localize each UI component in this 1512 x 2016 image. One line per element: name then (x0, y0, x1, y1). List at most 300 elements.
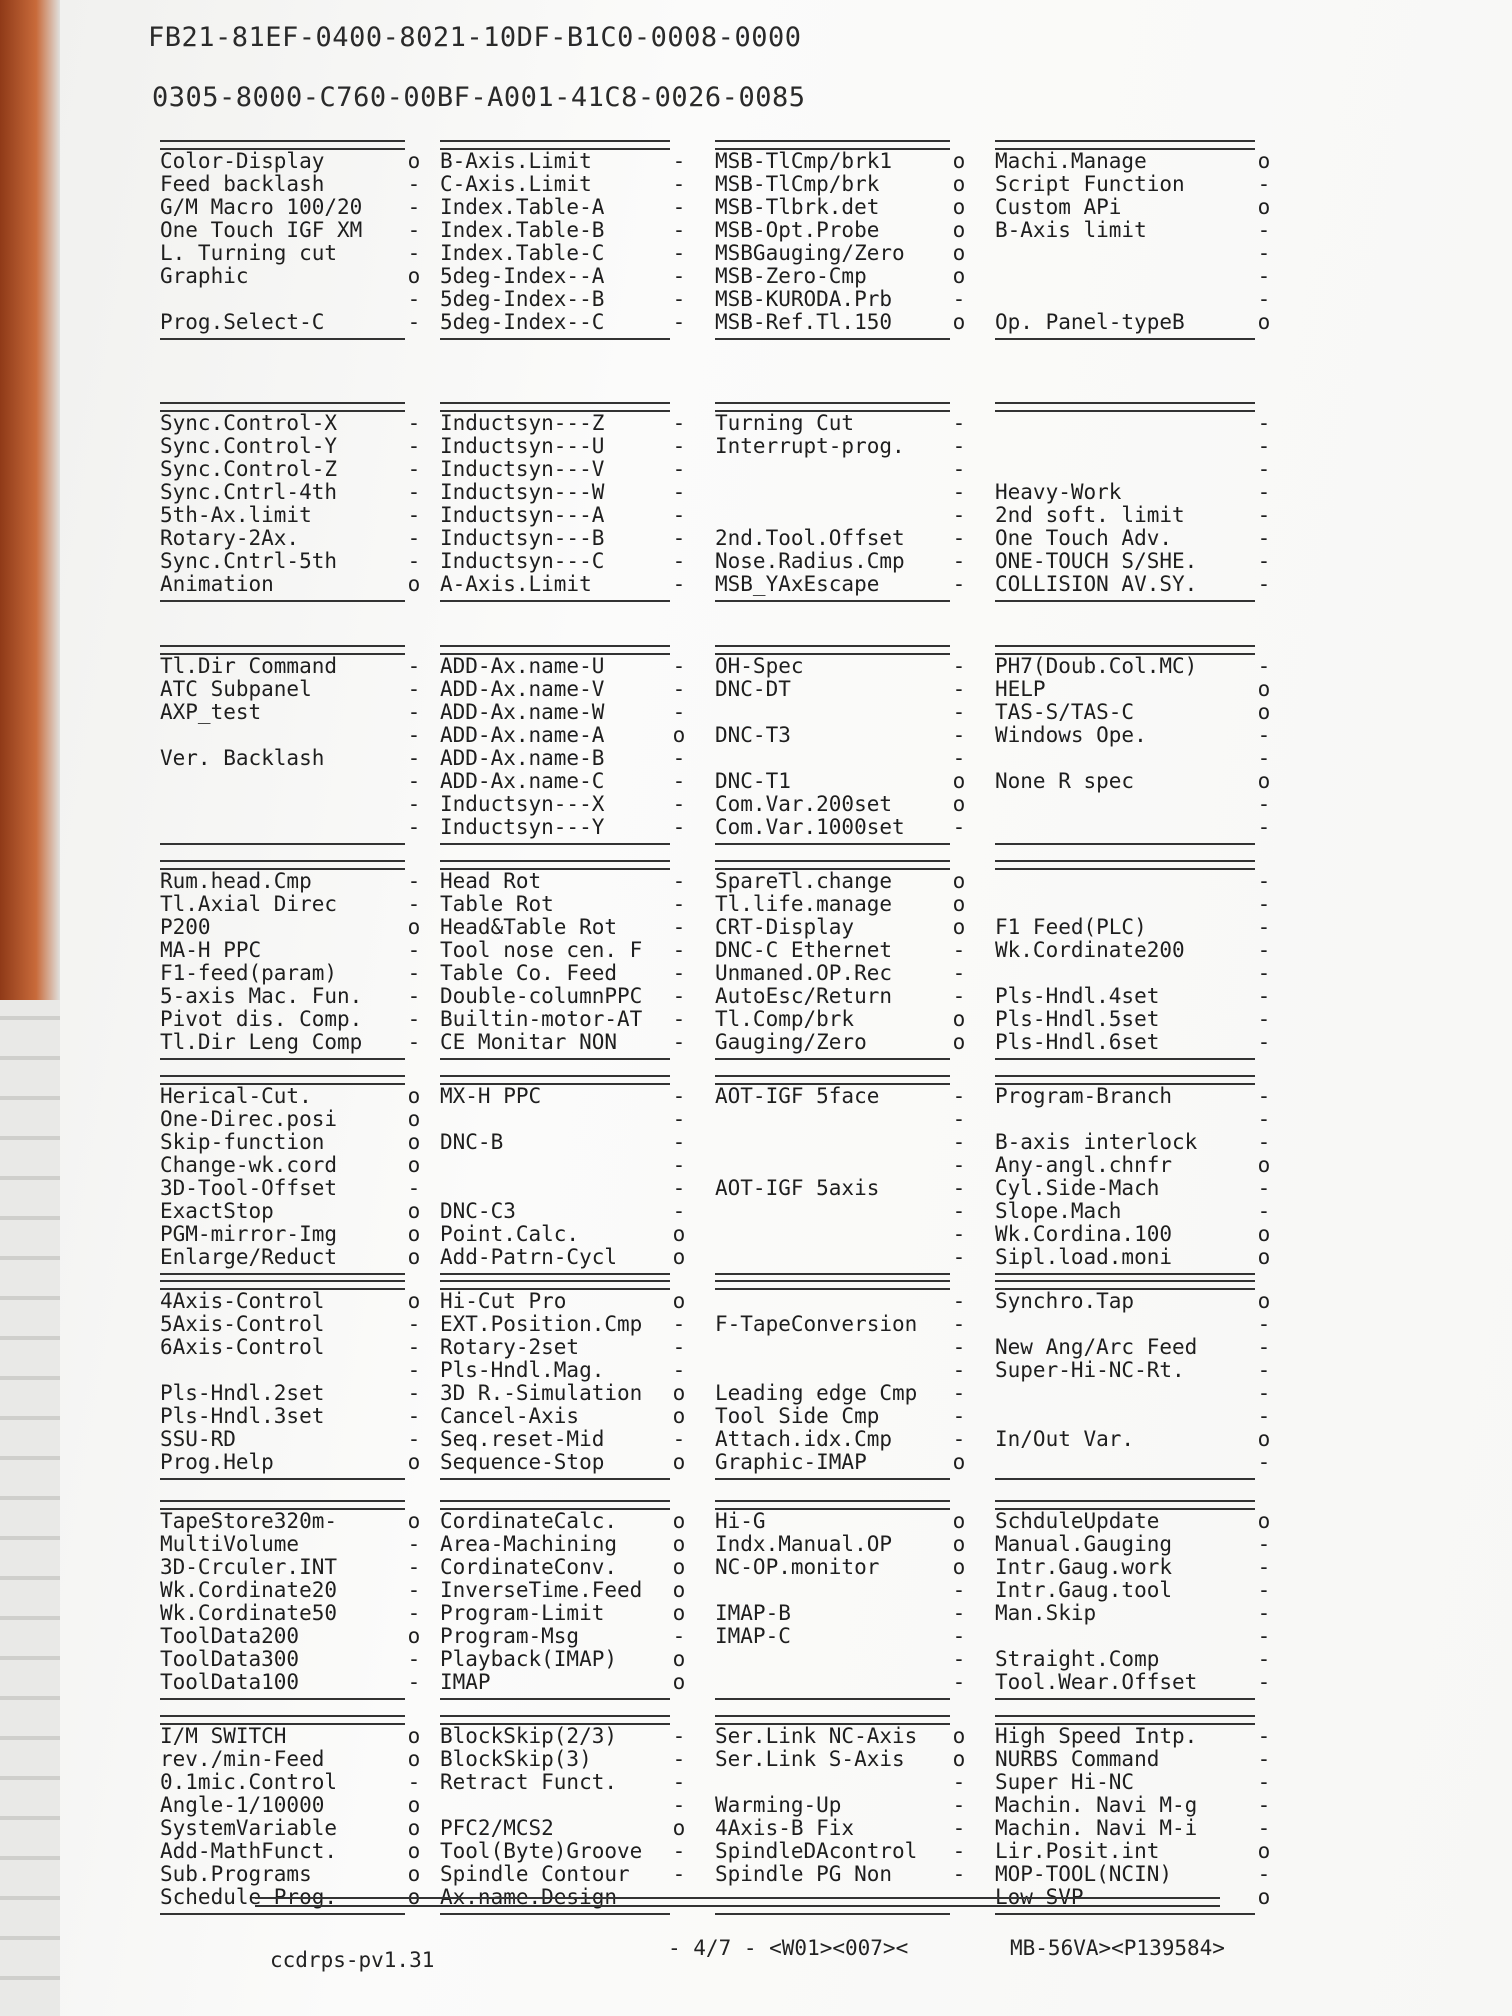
option-label (715, 1154, 948, 1177)
option-flag: - (672, 172, 686, 196)
option-label: Inductsyn---Y (440, 816, 605, 839)
option-label: B-Axis limit (995, 219, 1147, 242)
option-column (440, 1725, 690, 1909)
option-label: Graphic (160, 265, 249, 288)
option-label: NURBS Command (995, 1748, 1160, 1771)
option-row (160, 1200, 425, 1223)
option-flag: - (1257, 1450, 1271, 1474)
option-flag: - (952, 411, 966, 435)
option-row (440, 816, 690, 839)
option-flag: - (407, 1381, 421, 1405)
option-label: A-Axis.Limit (440, 573, 592, 596)
option-flag: o (672, 1601, 686, 1625)
option-label: Inductsyn---C (440, 550, 605, 573)
option-row (160, 288, 425, 311)
section-separator (715, 338, 950, 340)
option-label (160, 1359, 403, 1382)
option-label (440, 1794, 668, 1817)
option-row (995, 939, 1275, 962)
option-label (440, 1108, 668, 1131)
option-label: One Touch IGF XM (160, 219, 363, 242)
header-code-line-1: FB21-81EF-0400-8021-10DF-B1C0-0008-0000 (148, 22, 802, 53)
option-row (440, 1771, 690, 1794)
option-row (160, 435, 425, 458)
option-label (715, 481, 948, 504)
option-flag: - (952, 723, 966, 747)
option-label: Angle-1/10000 (160, 1794, 325, 1817)
option-label: Point.Calc. (440, 1223, 580, 1246)
option-flag: - (407, 961, 421, 985)
option-label: Graphic-IMAP (715, 1451, 867, 1474)
option-row (995, 1154, 1275, 1177)
option-flag: - (407, 480, 421, 504)
option-flag: o (1257, 769, 1271, 793)
option-row (715, 1382, 970, 1405)
option-flag: o (407, 1885, 421, 1909)
option-label: MSB_YAxEscape (715, 573, 880, 596)
option-label (715, 1246, 948, 1269)
option-row (715, 1223, 970, 1246)
option-label: SchduleUpdate (995, 1510, 1160, 1533)
option-label: MSB-Ref.Tl.150 (715, 311, 893, 334)
option-flag: - (952, 1130, 966, 1154)
option-label: F-TapeConversion (715, 1313, 918, 1336)
option-label: Any-angl.chnfr (995, 1154, 1173, 1177)
option-label: High Speed Intp. (995, 1725, 1198, 1748)
option-flag: - (407, 938, 421, 962)
option-row (995, 1817, 1275, 1840)
option-label: Intr.Gaug.work (995, 1556, 1173, 1579)
option-flag: - (1257, 1007, 1271, 1031)
option-label: Straight.Comp (995, 1648, 1160, 1671)
option-label: Inductsyn---V (440, 458, 605, 481)
option-flag: - (952, 1381, 966, 1405)
section-separator (995, 1913, 1255, 1915)
option-label (160, 793, 403, 816)
option-column (995, 655, 1275, 839)
option-label (995, 793, 1253, 816)
option-flag: - (407, 287, 421, 311)
section-rule (440, 860, 670, 870)
option-label: I/M SWITCH (160, 1725, 287, 1748)
option-row (440, 1533, 690, 1556)
option-row (440, 1108, 690, 1131)
option-row (440, 1031, 690, 1054)
option-label: SSU-RD (160, 1428, 236, 1451)
option-label: Prog.Help (160, 1451, 274, 1474)
option-flag: o (952, 1509, 966, 1533)
option-flag: o (407, 1130, 421, 1154)
option-flag: - (672, 1724, 686, 1748)
option-flag: - (952, 700, 966, 724)
option-label: Tl.Dir Command (160, 655, 338, 678)
option-flag: - (1257, 241, 1271, 265)
option-label: 5Axis-Control (160, 1313, 325, 1336)
option-flag: - (672, 572, 686, 596)
option-flag: - (672, 457, 686, 481)
option-label: Inductsyn---A (440, 504, 605, 527)
option-row (995, 1671, 1275, 1694)
option-row (715, 1648, 970, 1671)
option-column (160, 1510, 425, 1694)
option-flag: - (672, 1839, 686, 1863)
option-row (995, 916, 1275, 939)
option-row (715, 242, 970, 265)
option-label: CordinateConv. (440, 1556, 618, 1579)
option-flag: - (672, 938, 686, 962)
option-column (995, 1510, 1275, 1694)
option-row (715, 1510, 970, 1533)
option-flag: - (672, 503, 686, 527)
option-row (995, 655, 1275, 678)
option-label: Wk.Cordinate20 (160, 1579, 338, 1602)
option-row (160, 1648, 425, 1671)
section-rule (440, 402, 670, 412)
option-row (440, 1313, 690, 1336)
option-column (160, 1725, 425, 1909)
option-row (715, 435, 970, 458)
option-flag: - (1257, 1601, 1271, 1625)
option-row (440, 893, 690, 916)
option-label: Super-Hi-NC-Rt. (995, 1359, 1185, 1382)
option-label: New Ang/Arc Feed (995, 1336, 1198, 1359)
option-label: Warming-Up (715, 1794, 842, 1817)
option-flag: o (1257, 677, 1271, 701)
option-row (995, 985, 1275, 1008)
option-label: Heavy-Work (995, 481, 1122, 504)
option-label: Add-Patrn-Cycl (440, 1246, 618, 1269)
option-label: MultiVolume (160, 1533, 300, 1556)
section-separator (160, 843, 405, 845)
option-column (995, 870, 1275, 1054)
section-rule (715, 1715, 950, 1725)
option-row (160, 1556, 425, 1579)
option-row (715, 288, 970, 311)
option-label: Sync.Cntrl-4th (160, 481, 338, 504)
option-flag: - (952, 1084, 966, 1108)
option-label (995, 1405, 1253, 1428)
section-rule (995, 860, 1255, 870)
option-label: MSB-Zero-Cmp (715, 265, 867, 288)
option-row (995, 1108, 1275, 1131)
option-flag: - (407, 723, 421, 747)
option-label: Interrupt-prog. (715, 435, 905, 458)
section-separator (160, 338, 405, 340)
option-row (715, 504, 970, 527)
option-flag: - (672, 434, 686, 458)
option-label: Ax.name.Design (440, 1886, 618, 1909)
option-flag: - (672, 241, 686, 265)
option-row (160, 1725, 425, 1748)
option-flag: o (952, 1747, 966, 1771)
option-label: Program-Msg (440, 1625, 580, 1648)
option-label: Leading edge Cmp (715, 1382, 918, 1405)
option-flag: - (1257, 264, 1271, 288)
section-separator (995, 843, 1255, 845)
option-label (160, 288, 403, 311)
section-separator (715, 1913, 950, 1915)
option-flag: o (1257, 1509, 1271, 1533)
option-flag: o (952, 1450, 966, 1474)
option-flag: - (952, 1793, 966, 1817)
option-flag: - (1257, 1176, 1271, 1200)
option-flag: - (1257, 1724, 1271, 1748)
option-row (995, 219, 1275, 242)
option-row (160, 527, 425, 550)
option-row (715, 219, 970, 242)
option-flag: - (407, 549, 421, 573)
option-row (160, 242, 425, 265)
option-label: Rum.head.Cmp (160, 870, 312, 893)
option-column (715, 1290, 970, 1474)
option-row (995, 870, 1275, 893)
option-label: B-axis interlock (995, 1131, 1198, 1154)
option-flag: - (407, 1312, 421, 1336)
option-flag: - (1257, 915, 1271, 939)
option-label: F1 Feed(PLC) (995, 916, 1147, 939)
option-flag: - (672, 1624, 686, 1648)
option-flag: - (672, 287, 686, 311)
section-separator (440, 1698, 670, 1700)
option-flag: o (1257, 1289, 1271, 1313)
option-row (715, 573, 970, 596)
option-label: IMAP (440, 1671, 491, 1694)
option-row (715, 1533, 970, 1556)
option-column (440, 655, 690, 839)
section-rule (160, 1280, 405, 1290)
option-flag: - (952, 1647, 966, 1671)
section-rule (440, 140, 670, 150)
option-label: Cancel-Axis (440, 1405, 580, 1428)
option-row (995, 527, 1275, 550)
section-rule (160, 1715, 405, 1725)
option-label: AOT-IGF 5axis (715, 1177, 880, 1200)
section-separator (715, 600, 950, 602)
option-label: ADD-Ax.name-U (440, 655, 605, 678)
option-row (160, 870, 425, 893)
option-label: Retract Funct. (440, 1771, 618, 1794)
option-row (160, 893, 425, 916)
option-row (160, 1625, 425, 1648)
option-label: Spindle PG Non (715, 1863, 893, 1886)
option-flag: - (1257, 1670, 1271, 1694)
section-separator (440, 843, 670, 845)
option-row (440, 1556, 690, 1579)
option-flag: - (952, 815, 966, 839)
option-label: Windows Ope. (995, 724, 1147, 747)
option-flag: - (672, 984, 686, 1008)
option-flag: - (952, 1427, 966, 1451)
option-row (440, 655, 690, 678)
option-label: Wk.Cordina.100 (995, 1223, 1173, 1246)
option-flag: - (672, 218, 686, 242)
option-row (440, 701, 690, 724)
option-row (160, 219, 425, 242)
option-row (160, 816, 425, 839)
option-row (715, 1428, 970, 1451)
option-label: Ser.Link S-Axis (715, 1748, 905, 1771)
option-row (160, 1428, 425, 1451)
option-label (715, 1771, 948, 1794)
option-label: ToolData200 (160, 1625, 300, 1648)
option-flag: o (1257, 310, 1271, 334)
option-row (995, 265, 1275, 288)
option-row (440, 1246, 690, 1269)
option-row (995, 412, 1275, 435)
option-row (715, 1108, 970, 1131)
option-row (715, 724, 970, 747)
option-label: Ver. Backlash (160, 747, 325, 770)
option-label: Sync.Control-X (160, 412, 338, 435)
option-label: NC-OP.monitor (715, 1556, 880, 1579)
option-label: 5-axis Mac. Fun. (160, 985, 363, 1008)
option-row (160, 196, 425, 219)
option-label: Color-Display (160, 150, 325, 173)
option-flag: - (672, 1770, 686, 1794)
option-flag: - (672, 1885, 686, 1909)
option-row (715, 1840, 970, 1863)
option-row (995, 816, 1275, 839)
option-flag: - (952, 1578, 966, 1602)
option-flag: o (407, 915, 421, 939)
option-row (160, 1246, 425, 1269)
option-row (160, 985, 425, 1008)
option-label: ADD-Ax.name-V (440, 678, 605, 701)
option-label: Tl.life.manage (715, 893, 893, 916)
option-label: Cyl.Side-Mach (995, 1177, 1160, 1200)
option-label: Inductsyn---U (440, 435, 605, 458)
option-label: L. Turning cut (160, 242, 338, 265)
option-label: Pls-Hndl.Mag. (440, 1359, 605, 1382)
option-flag: - (407, 1427, 421, 1451)
option-label (160, 770, 403, 793)
option-label: Wk.Cordinate200 (995, 939, 1185, 962)
option-flag: - (1257, 1030, 1271, 1054)
option-flag: - (407, 746, 421, 770)
option-row (715, 311, 970, 334)
option-row (995, 435, 1275, 458)
option-label: Change-wk.cord (160, 1154, 338, 1177)
option-label: Tl.Axial Direc (160, 893, 338, 916)
option-flag: - (407, 654, 421, 678)
option-column (160, 150, 425, 334)
option-row (160, 1863, 425, 1886)
option-flag: - (672, 915, 686, 939)
option-flag: o (407, 1816, 421, 1840)
section-rule (160, 402, 405, 412)
option-flag: o (672, 1670, 686, 1694)
option-label: Super Hi-NC (995, 1771, 1135, 1794)
option-flag: - (1257, 1770, 1271, 1794)
option-flag: - (1257, 1647, 1271, 1671)
option-flag: - (1257, 572, 1271, 596)
option-label: Gauging/Zero (715, 1031, 867, 1054)
option-label: Builtin-motor-AT (440, 1008, 643, 1031)
option-row (440, 870, 690, 893)
option-label: Manual.Gauging (995, 1533, 1173, 1556)
option-flag: o (952, 1555, 966, 1579)
section-rule (160, 1075, 405, 1085)
option-row (160, 1817, 425, 1840)
option-label: HELP (995, 678, 1046, 701)
option-row (995, 1246, 1275, 1269)
option-row (995, 1840, 1275, 1863)
option-flag: - (407, 1647, 421, 1671)
option-label (995, 1625, 1253, 1648)
option-label (995, 1451, 1253, 1474)
option-flag: - (672, 1312, 686, 1336)
option-row (440, 1602, 690, 1625)
option-label: PFC2/MCS2 (440, 1817, 554, 1840)
option-row (440, 1359, 690, 1382)
option-label: Sync.Control-Y (160, 435, 338, 458)
option-row (995, 242, 1275, 265)
option-row (440, 1336, 690, 1359)
option-row (440, 1177, 690, 1200)
option-flag: o (407, 1450, 421, 1474)
option-row (995, 1771, 1275, 1794)
option-flag: o (952, 195, 966, 219)
option-flag: o (672, 1555, 686, 1579)
option-row (440, 1817, 690, 1840)
option-flag: - (1257, 1107, 1271, 1131)
option-row (160, 1336, 425, 1359)
option-row (715, 1177, 970, 1200)
option-column (715, 150, 970, 334)
option-label: PGM-mirror-Img (160, 1223, 338, 1246)
option-label (995, 1313, 1253, 1336)
option-flag: - (1257, 1624, 1271, 1648)
option-flag: - (952, 1404, 966, 1428)
option-flag: - (952, 1153, 966, 1177)
option-flag: - (1257, 503, 1271, 527)
option-flag: o (952, 1532, 966, 1556)
option-flag: - (1257, 457, 1271, 481)
option-label: Inductsyn---X (440, 793, 605, 816)
option-flag: - (952, 1885, 966, 1909)
option-row (995, 1602, 1275, 1625)
option-row (715, 1671, 970, 1694)
option-label (715, 1359, 948, 1382)
option-label: Rotary-2Ax. (160, 527, 300, 550)
option-column (160, 412, 425, 596)
option-flag: - (1257, 1862, 1271, 1886)
option-flag: - (672, 792, 686, 816)
option-flag: - (407, 792, 421, 816)
option-label: Pls-Hndl.3set (160, 1405, 325, 1428)
option-row (995, 1794, 1275, 1817)
option-label: Enlarge/Reduct (160, 1246, 338, 1269)
option-label: Sequence-Stop (440, 1451, 605, 1474)
option-row (440, 1794, 690, 1817)
option-flag: - (952, 434, 966, 458)
option-label (715, 1671, 948, 1694)
option-row (440, 1625, 690, 1648)
option-row (160, 1008, 425, 1031)
header-code-line-2: 0305-8000-C760-00BF-A001-41C8-0026-0085 (152, 82, 806, 113)
option-label: Turning Cut (715, 412, 855, 435)
option-flag: o (407, 1289, 421, 1313)
option-row (440, 1725, 690, 1748)
option-row (995, 311, 1275, 334)
option-row (160, 939, 425, 962)
option-label (995, 1382, 1253, 1405)
option-flag: - (407, 1770, 421, 1794)
option-column (995, 412, 1275, 596)
option-label: ExactStop (160, 1200, 274, 1223)
option-row (715, 1725, 970, 1748)
option-flag: - (672, 869, 686, 893)
